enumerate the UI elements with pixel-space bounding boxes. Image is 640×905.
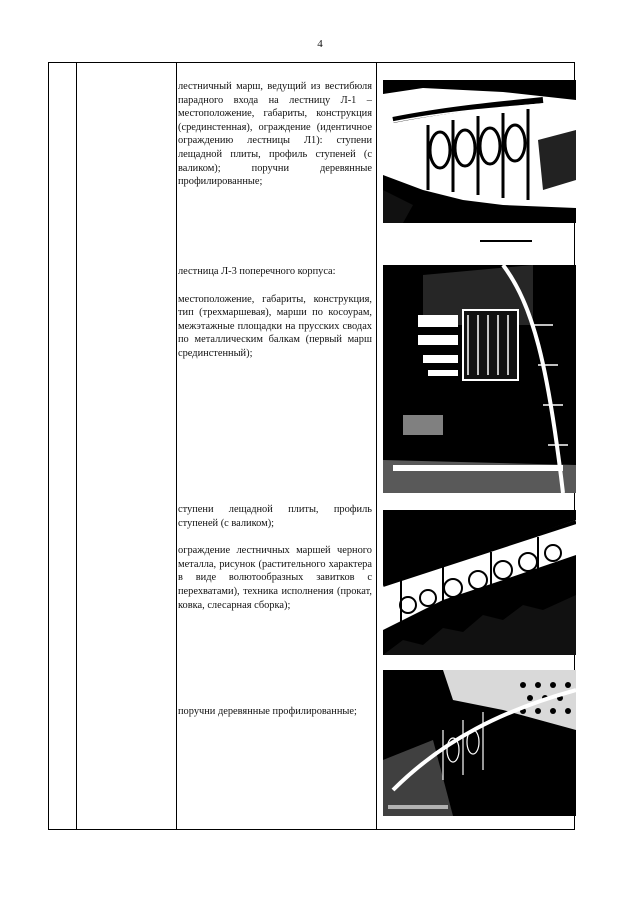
- row-4-paragraph-1: поручни деревянные профилированные;: [178, 706, 357, 717]
- scan-artifact: [480, 240, 532, 242]
- row-2-paragraph-1: лестница Л-3 поперечного корпуса:: [178, 266, 336, 277]
- wooden-handrail-photo: [383, 670, 576, 816]
- row-3-paragraph-1: ступени лещадной плиты, профиль ступеней (с валиком);: [178, 504, 372, 529]
- row-2-paragraph-2: местоположение, габариты, конструкция, тип (трехмаршевая), марши по косоурам, межэтажные площадки на прусских сводах по металлическим балкам (первый марш срединстенный);: [178, 293, 372, 359]
- row-1-paragraph-1: лестничный марш, ведущий из вестибюля парадного входа на лестницу Л-1 – местоположение, габариты, конструкция (срединстенная), ограждение (идентичное ограждению лестницы Л1): ступени лещадной плиты, профиль ступеней (с валиком); поручни деревянные профилированные;: [178, 81, 372, 188]
- row-4-description: [178, 705, 372, 732]
- column-divider-2: [176, 63, 177, 829]
- row-2-description: [178, 265, 372, 374]
- row-3-paragraph-2: ограждение лестничных маршей черного металла, рисунок (растительного характера в виде волютообразных завитков с перехватами), техника исполнения (прокат, ковка, слесарная сборка);: [178, 545, 372, 611]
- row-1-description: [178, 80, 372, 202]
- row-3-description: [178, 503, 372, 625]
- three-flight-staircase-photo: [383, 265, 576, 493]
- staircase-railing-photo: [383, 80, 576, 223]
- wrought-iron-railing-photo: [383, 510, 576, 655]
- column-divider-3: [376, 63, 377, 829]
- page-number: 4: [317, 38, 323, 50]
- scan-artifact: [430, 510, 438, 512]
- column-divider-1: [76, 63, 77, 829]
